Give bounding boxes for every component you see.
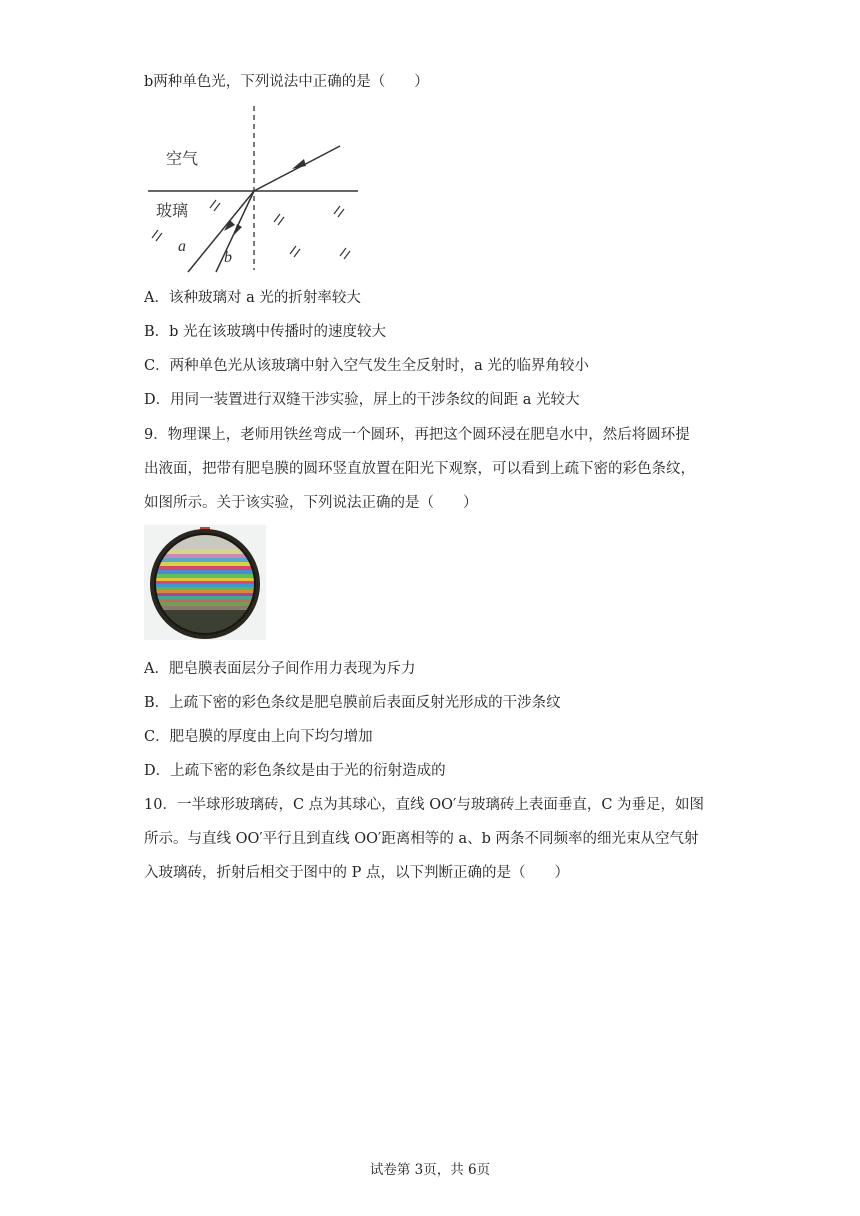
q8-option-a: A．该种玻璃对 a 光的折射率较大 <box>144 290 361 306</box>
soap-film-photo <box>144 525 266 640</box>
label-air: 空气 <box>166 151 199 168</box>
q9-stem-line-1: 9．物理课上，老师用铁丝弯成一个圆环，再把这个圆环浸在肥皂水中，然后将圆环提 <box>144 427 690 443</box>
refraction-diagram <box>146 104 362 274</box>
q8-option-b: B．b 光在该玻璃中传播时的速度较大 <box>144 324 387 340</box>
q10-stem-line-3: 入玻璃砖，折射后相交于图中的 P 点，以下判断正确的是（ ） <box>144 865 569 881</box>
q9-stem-line-2: 出液面，把带有肥皂膜的圆环竖直放置在阳光下观察，可以看到上疏下密的彩色条纹， <box>144 461 695 477</box>
label-ray-b: b <box>224 249 232 266</box>
label-glass: 玻璃 <box>156 203 189 220</box>
q8-option-d: D．用同一装置进行双缝干涉实验，屏上的干涉条纹的间距 a 光较大 <box>144 392 580 408</box>
incident-ray <box>254 146 340 191</box>
ray-b-arrow-icon <box>233 224 242 236</box>
label-ray-a: a <box>178 238 186 255</box>
q8-option-c: C．两种单色光从该玻璃中射入空气发生全反射时，a 光的临界角较小 <box>144 358 589 374</box>
q9-option-a: A．肥皂膜表面层分子间作用力表现为斥力 <box>144 661 416 677</box>
q10-stem-line-1: 10．一半球形玻璃砖，C 点为其球心，直线 OO′与玻璃砖上表面垂直，C 为垂足，如图 <box>144 797 705 813</box>
q9-option-d: D．上疏下密的彩色条纹是由于光的衍射造成的 <box>144 763 446 779</box>
page-footer: 试卷第 3页，共 6页 <box>369 1162 491 1178</box>
q8-stem-end: b两种单色光，下列说法中正确的是（ ） <box>144 74 429 90</box>
q10-stem-line-2: 所示。与直线 OO′平行且到直线 OO′距离相等的 a、b 两条不同频率的细光束从空气射 <box>144 831 699 847</box>
q9-option-b: B．上疏下密的彩色条纹是肥皂膜前后表面反射光形成的干涉条纹 <box>144 695 561 711</box>
q9-stem-line-3: 如图所示。关于该实验，下列说法正确的是（ ） <box>144 495 478 511</box>
q9-option-c: C．肥皂膜的厚度由上向下均匀增加 <box>144 729 373 745</box>
incident-arrow-icon <box>292 159 306 169</box>
